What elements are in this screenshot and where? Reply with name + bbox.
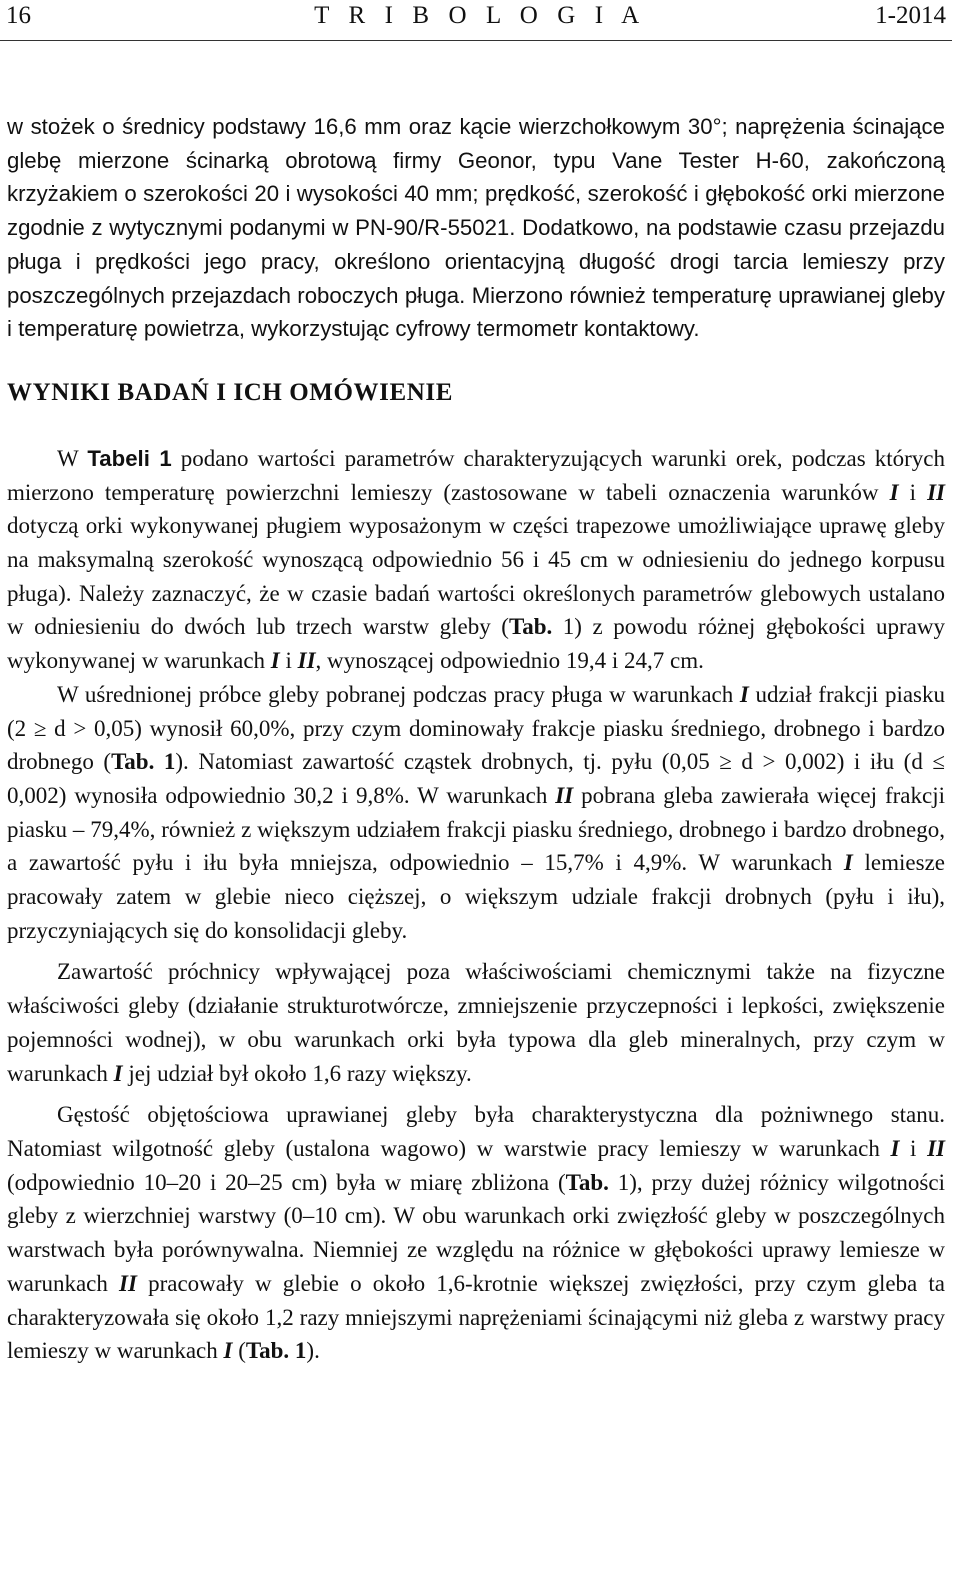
condition-label: II <box>297 648 316 674</box>
section-heading: WYNIKI BADAŃ I ICH OMÓWIENIE <box>7 378 454 406</box>
paragraph-table-description: W Tabeli 1 podano wartości parametrów charakteryzujących warunki orek, podczas których mierzono temperaturę powierzchni lemieszy (zastosowane w tabeli oznaczenia warunków I i II dotyczą orki wykonywanej pługiem wyposażonym w części trapezowe umożliwiające uprawę gleby na maksymalną szerokość wynoszącą odpowiednio 56 i 45 cm w odniesieniu do jednego korpusu pługa). Należy zaznaczyć, że w czasie badań wartości określonych parametrów glebowych ustalano w odniesieniu do dwóch lub trzech warstw gleby (Tab. 1) z powodu różnej głębokości uprawy wykonywanej w warunkach I i II, wynoszącej odpowiednio 19,4 i 24,7 cm. <box>7 445 946 674</box>
journal-title: T R I B O L O G I A <box>314 2 646 29</box>
issue-number: 1-2014 <box>875 2 946 29</box>
paragraph-humus-content: Zawartość próchnicy wpływającej poza właściwościami chemicznymi także na fizyczne właściwości gleby (działanie strukturotwórcze, zmniejszenie przyczepności i lepkości, zwiększenie pojemności wodnej), w obu warunkach orki była typowa dla gleb mineralnych, przy czym w warunkach I jej udział był około 1,6 razy większy. <box>7 959 945 1086</box>
paragraph-bulk-density: Gęstość objętościowa uprawianej gleby była charakterystyczna dla pożniwnego stanu. Natomiast wilgotność gleby (ustalona wagowo) w warstwie pracy lemieszy w warunkach I i II (odpowiednio 10–20 i 20–25 cm) była w miarę zbliżona (Tab. 1), przy dużej różnicy wilgotności gleby z wierzchniej warstwy (0–10 cm). W obu warunkach orki zwięzłość gleby w poszczególnych warstwach była porównywalna. Niemniej ze względu na różnice w głębokości uprawy lemiesze w warunkach II pracowały w glebie o około 1,6-krotnie większej zwięzłości, przy czym gleba ta charakteryzowała się około 1,2 razy mniejszymi naprężeniami ścinającymi niż gleba z warstwy pracy lemieszy w warunkach I (Tab. 1). <box>7 1102 945 1364</box>
condition-label: I <box>889 479 899 505</box>
article-body <box>7 110 945 1368</box>
table-reference: Tab. <box>508 614 553 640</box>
condition-label: I <box>223 1338 233 1364</box>
table-reference: Tab. 1 <box>245 1338 307 1364</box>
condition-label: I <box>739 681 749 707</box>
condition-label: II <box>555 782 574 808</box>
condition-label: I <box>843 850 853 876</box>
table-reference: Tabeli 1 <box>87 445 172 471</box>
condition-label: I <box>890 1135 900 1161</box>
condition-label: II <box>927 479 946 505</box>
paragraph-soil-fractions: W uśrednionej próbce gleby pobranej podczas pracy pługa w warunkach I udział frakcji piasku (2 ≥ d > 0,05) wynosił 60,0%, przy czym dominowały frakcje piasku średniego, drobnego i bardzo drobnego (Tab. 1). Natomiast zawartość cząstek drobnych, tj. pyłu (0,05 ≥ d > 0,002) i iłu (d ≤ 0,002) wynosiła odpowiednio 30,2 i 9,8%. W warunkach II pobrana gleba zawierała więcej frakcji piasku – 79,4%, również z większym udziałem frakcji piasku średniego, drobnego i bardzo drobnego, a zawartość pyłu i iłu była mniejsza, odpowiednio – 15,7% i 4,9%. W warunkach I lemiesze pracowały zatem w glebie nieco cięższej, o większym udziale frakcji drobnych (pyłu i iłu), przyczyniających się do konsolidacji gleby. <box>7 681 946 943</box>
condition-label: I <box>113 1060 123 1086</box>
header-rule <box>0 40 952 41</box>
page-header <box>0 0 960 40</box>
intro-paragraph: w stożek o średnicy podstawy 16,6 mm oraz kącie wierzchołkowym 30°; naprężenia ścinające glebę mierzone ścinarką obrotową firmy Geonor, typu Vane Tester H-60, zakończoną krzyżakiem o szerokości 20 i wysokości 40 mm; prędkość, szerokość i głębokość orki mierzone zgodnie z wytycznymi podanymi w PN-90/R-55021. Dodatkowo, na podstawie czasu przejazdu pługa i prędkości jego pracy, określono orientacyjną długość drogi tarcia lemieszy przy poszczególnych przejazdach roboczych pługa. Mierzono również temperaturę uprawianej gleby i temperaturę powietrza, wykorzystując cyfrowy termometr kontaktowy. <box>7 114 945 342</box>
table-reference: Tab. 1 <box>111 749 176 775</box>
condition-label: II <box>119 1270 137 1296</box>
condition-label: II <box>927 1135 945 1161</box>
condition-label: I <box>270 648 280 674</box>
table-reference: Tab. <box>565 1169 609 1195</box>
page-number: 16 <box>6 2 31 29</box>
